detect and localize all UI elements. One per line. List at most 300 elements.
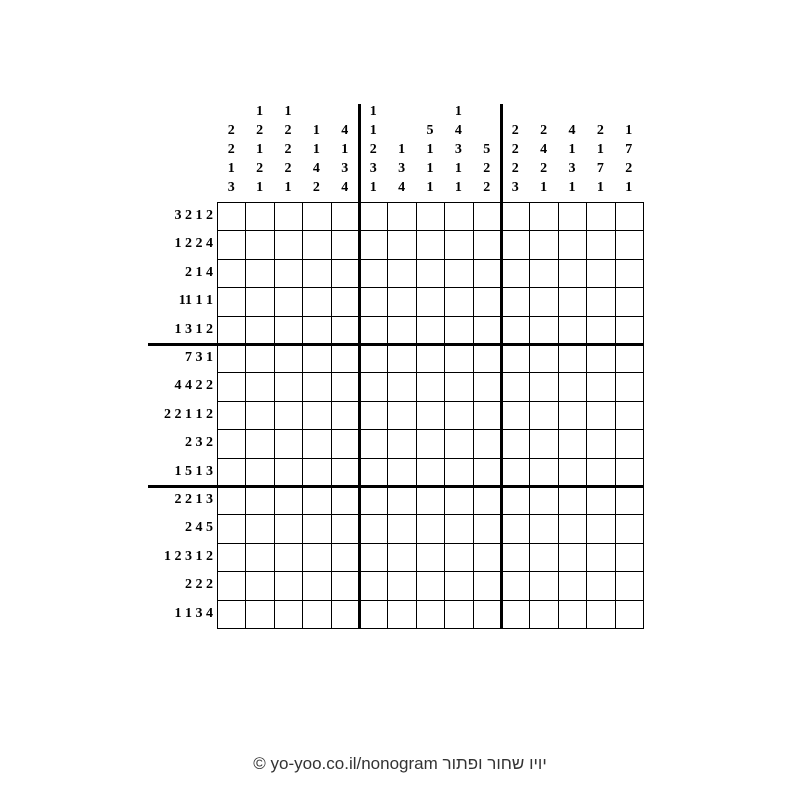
grid-cell[interactable] (245, 600, 273, 628)
grid-cell[interactable] (359, 287, 387, 315)
grid-cell[interactable] (302, 543, 330, 571)
grid-line-horizontal (217, 316, 644, 317)
column-clue-number: 1 (454, 161, 462, 176)
grid-cell[interactable] (331, 344, 359, 372)
grid-cell[interactable] (416, 372, 444, 400)
grid-cell[interactable] (501, 543, 529, 571)
grid-cell[interactable] (529, 259, 557, 287)
grid-cell[interactable] (558, 316, 586, 344)
grid-cell[interactable] (302, 600, 330, 628)
grid-cell[interactable] (245, 344, 273, 372)
grid-cell[interactable] (387, 514, 415, 542)
grid-cell[interactable] (217, 429, 245, 457)
grid-cell[interactable] (615, 230, 643, 258)
column-clue-number: 1 (426, 180, 434, 195)
grid-line-horizontal (217, 230, 644, 231)
grid-cell[interactable] (558, 514, 586, 542)
grid-cell[interactable] (245, 429, 273, 457)
grid-cell[interactable] (274, 316, 302, 344)
grid-cell[interactable] (331, 486, 359, 514)
grid-cell[interactable] (217, 230, 245, 258)
grid-cell[interactable] (331, 543, 359, 571)
grid-cell[interactable] (416, 571, 444, 599)
grid-cell[interactable] (529, 571, 557, 599)
grid-cell[interactable] (529, 543, 557, 571)
column-clue-number: 4 (568, 123, 576, 138)
grid-cell[interactable] (245, 259, 273, 287)
grid-cell[interactable] (558, 259, 586, 287)
grid-cell[interactable] (387, 543, 415, 571)
column-clue-number: 3 (568, 161, 576, 176)
grid-cell[interactable] (529, 458, 557, 486)
grid-cell[interactable] (331, 401, 359, 429)
grid-cell[interactable] (331, 429, 359, 457)
column-clue-number: 5 (426, 123, 434, 138)
grid-cell[interactable] (245, 514, 273, 542)
grid-cell[interactable] (387, 401, 415, 429)
grid-cell[interactable] (217, 458, 245, 486)
grid-cell[interactable] (416, 401, 444, 429)
grid-cell[interactable] (245, 372, 273, 400)
grid-cell[interactable] (615, 372, 643, 400)
grid-cell[interactable] (217, 571, 245, 599)
grid-cell[interactable] (501, 600, 529, 628)
grid-cell[interactable] (473, 316, 501, 344)
column-clue-number: 2 (540, 123, 548, 138)
row-clue: 2 1 4 (185, 264, 213, 280)
grid-cell[interactable] (245, 287, 273, 315)
grid-line-horizontal (217, 543, 644, 544)
grid-cell[interactable] (302, 514, 330, 542)
grid-cell[interactable] (586, 202, 614, 230)
grid-cell[interactable] (501, 429, 529, 457)
column-clue-number: 4 (341, 123, 349, 138)
column-clue-number: 2 (596, 123, 604, 138)
column-clue-number: 3 (227, 180, 235, 195)
grid-cell[interactable] (558, 543, 586, 571)
grid-cell[interactable] (473, 401, 501, 429)
grid-cell[interactable] (359, 372, 387, 400)
grid-line-horizontal (217, 401, 644, 402)
grid-cell[interactable] (558, 571, 586, 599)
column-clue-number: 1 (369, 104, 377, 119)
grid-cell[interactable] (302, 316, 330, 344)
column-clue-number: 4 (540, 142, 548, 157)
grid-cell[interactable] (586, 429, 614, 457)
grid-cell[interactable] (302, 230, 330, 258)
grid-cell[interactable] (444, 543, 472, 571)
grid-cell[interactable] (387, 372, 415, 400)
grid-cell[interactable] (217, 401, 245, 429)
grid-cell[interactable] (615, 458, 643, 486)
grid-cell[interactable] (444, 230, 472, 258)
column-clue-number: 1 (256, 104, 264, 119)
grid-cell[interactable] (615, 429, 643, 457)
grid-cell[interactable] (331, 316, 359, 344)
column-clue-number: 2 (256, 123, 264, 138)
grid-cell[interactable] (416, 230, 444, 258)
grid-cell[interactable] (615, 202, 643, 230)
grid-cell[interactable] (529, 316, 557, 344)
column-clue-number: 2 (227, 142, 235, 157)
grid-cell[interactable] (387, 202, 415, 230)
grid-cell[interactable] (444, 287, 472, 315)
column-clue-number: 1 (312, 142, 320, 157)
grid-cell[interactable] (331, 372, 359, 400)
grid-cell[interactable] (473, 202, 501, 230)
grid-cell[interactable] (586, 316, 614, 344)
column-clue-number: 1 (454, 104, 462, 119)
grid-cell[interactable] (217, 372, 245, 400)
grid-cell[interactable] (359, 458, 387, 486)
grid-line-horizontal (217, 202, 644, 203)
grid-line-vertical (274, 202, 275, 629)
grid-cell[interactable] (586, 571, 614, 599)
grid-cell[interactable] (217, 543, 245, 571)
grid-cell[interactable] (387, 571, 415, 599)
grid-cell[interactable] (217, 287, 245, 315)
grid-cell[interactable] (444, 401, 472, 429)
grid-cell[interactable] (416, 429, 444, 457)
grid-cell[interactable] (302, 372, 330, 400)
grid-cell[interactable] (302, 458, 330, 486)
column-clue-number: 4 (341, 180, 349, 195)
grid-line-vertical (416, 202, 417, 629)
grid-cell[interactable] (473, 486, 501, 514)
grid-cell[interactable] (615, 514, 643, 542)
grid-line-horizontal (217, 429, 644, 430)
grid-cell[interactable] (416, 259, 444, 287)
grid-line-horizontal (217, 571, 644, 572)
grid-line-thick-horizontal (148, 485, 644, 488)
grid-cell[interactable] (473, 600, 501, 628)
grid-cell[interactable] (558, 401, 586, 429)
row-clue: 2 2 2 (185, 577, 213, 593)
column-clue-number: 7 (596, 161, 604, 176)
grid-cell[interactable] (586, 344, 614, 372)
grid-cell[interactable] (529, 600, 557, 628)
grid-cell[interactable] (501, 287, 529, 315)
grid-cell[interactable] (245, 486, 273, 514)
row-clue: 1 2 2 4 (174, 236, 213, 252)
grid-cell[interactable] (473, 571, 501, 599)
row-clue: 4 4 2 2 (174, 378, 213, 394)
grid-cell[interactable] (416, 600, 444, 628)
column-clue-number: 3 (341, 161, 349, 176)
column-clue-number: 2 (483, 180, 491, 195)
grid-cell[interactable] (387, 344, 415, 372)
grid-line-vertical (558, 202, 559, 629)
grid-cell[interactable] (274, 543, 302, 571)
grid-cell[interactable] (359, 429, 387, 457)
grid-cell[interactable] (331, 458, 359, 486)
grid-line-vertical (245, 202, 246, 629)
grid-cell[interactable] (444, 514, 472, 542)
grid-cell[interactable] (558, 486, 586, 514)
grid-cell[interactable] (387, 230, 415, 258)
footer-credit: © yo-yoo.co.il/nonogram יויו שחור ופתור (253, 754, 547, 773)
grid-line-vertical (473, 202, 474, 629)
grid-cell[interactable] (359, 600, 387, 628)
grid-cell[interactable] (501, 202, 529, 230)
grid-cell[interactable] (558, 344, 586, 372)
grid-cell[interactable] (444, 458, 472, 486)
grid-cell[interactable] (359, 543, 387, 571)
grid-line-vertical (444, 202, 445, 629)
grid-cell[interactable] (473, 372, 501, 400)
grid-cell[interactable] (586, 287, 614, 315)
grid-cell[interactable] (529, 287, 557, 315)
grid-cell[interactable] (274, 202, 302, 230)
grid-cell[interactable] (274, 344, 302, 372)
grid-cell[interactable] (274, 372, 302, 400)
grid-line-vertical (586, 202, 587, 629)
grid-cell[interactable] (529, 486, 557, 514)
grid-cell[interactable] (586, 543, 614, 571)
grid-cell[interactable] (217, 202, 245, 230)
grid-cell[interactable] (444, 429, 472, 457)
grid-cell[interactable] (331, 259, 359, 287)
grid-cell[interactable] (302, 202, 330, 230)
grid-cell[interactable] (473, 287, 501, 315)
grid-cell[interactable] (416, 344, 444, 372)
grid-cell[interactable] (387, 600, 415, 628)
column-clue-number: 1 (426, 161, 434, 176)
grid-cell[interactable] (302, 429, 330, 457)
grid-cell[interactable] (615, 287, 643, 315)
grid-cell[interactable] (529, 202, 557, 230)
grid-cell[interactable] (444, 259, 472, 287)
grid-cell[interactable] (501, 401, 529, 429)
grid-cell[interactable] (359, 259, 387, 287)
grid-line-horizontal (217, 600, 644, 601)
grid-cell[interactable] (444, 202, 472, 230)
grid-cell[interactable] (529, 401, 557, 429)
grid-cell[interactable] (331, 202, 359, 230)
grid-cell[interactable] (615, 571, 643, 599)
grid-cell[interactable] (501, 230, 529, 258)
grid-cell[interactable] (473, 458, 501, 486)
grid-cell[interactable] (501, 316, 529, 344)
column-clue-number: 2 (369, 142, 377, 157)
grid-cell[interactable] (274, 571, 302, 599)
grid-cell[interactable] (302, 401, 330, 429)
grid-cell[interactable] (416, 316, 444, 344)
grid-cell[interactable] (331, 571, 359, 599)
grid-cell[interactable] (302, 486, 330, 514)
grid-cell[interactable] (217, 514, 245, 542)
grid-cell[interactable] (416, 486, 444, 514)
grid-cell[interactable] (274, 600, 302, 628)
row-clue: 3 2 1 2 (174, 208, 213, 223)
grid-cell[interactable] (586, 372, 614, 400)
column-clue-number: 2 (511, 123, 519, 138)
column-clue-number: 1 (369, 180, 377, 195)
column-clue-number: 1 (596, 180, 604, 195)
grid-line-vertical (615, 202, 616, 629)
grid-cell[interactable] (558, 600, 586, 628)
grid-cell[interactable] (586, 600, 614, 628)
grid-cell[interactable] (615, 344, 643, 372)
grid-cell[interactable] (444, 344, 472, 372)
row-clue: 1 5 1 3 (174, 463, 213, 479)
column-clue-number: 4 (454, 123, 462, 138)
grid-cell[interactable] (359, 486, 387, 514)
grid-cell[interactable] (245, 401, 273, 429)
column-clue-number: 2 (312, 180, 320, 195)
column-clue-number: 1 (568, 180, 576, 195)
grid-cell[interactable] (217, 486, 245, 514)
grid-cell[interactable] (615, 543, 643, 571)
grid-cell[interactable] (529, 344, 557, 372)
grid-cell[interactable] (387, 259, 415, 287)
grid-cell[interactable] (586, 401, 614, 429)
column-clue-number: 1 (256, 142, 264, 157)
grid-cell[interactable] (217, 600, 245, 628)
grid-cell[interactable] (529, 514, 557, 542)
grid-line-vertical (302, 202, 303, 629)
grid-cell[interactable] (387, 429, 415, 457)
grid-cell[interactable] (501, 458, 529, 486)
grid-cell[interactable] (473, 543, 501, 571)
grid-cell[interactable] (615, 486, 643, 514)
grid-cell[interactable] (217, 259, 245, 287)
grid-cell[interactable] (558, 372, 586, 400)
column-clue-number: 1 (454, 180, 462, 195)
grid-cell[interactable] (558, 429, 586, 457)
column-clue-number: 1 (596, 142, 604, 157)
grid-cell[interactable] (217, 344, 245, 372)
grid-cell[interactable] (245, 202, 273, 230)
grid-cell[interactable] (473, 344, 501, 372)
grid-line-vertical (331, 202, 332, 629)
grid-cell[interactable] (274, 486, 302, 514)
grid-cell[interactable] (501, 344, 529, 372)
grid-cell[interactable] (331, 230, 359, 258)
grid-cell[interactable] (558, 230, 586, 258)
grid-cell[interactable] (501, 259, 529, 287)
grid-cell[interactable] (501, 514, 529, 542)
grid-cell[interactable] (302, 571, 330, 599)
grid-cell[interactable] (387, 486, 415, 514)
grid-cell[interactable] (473, 514, 501, 542)
grid-cell[interactable] (586, 230, 614, 258)
grid-cell[interactable] (444, 372, 472, 400)
column-clue-number: 1 (540, 180, 548, 195)
grid-cell[interactable] (274, 259, 302, 287)
grid-cell[interactable] (416, 287, 444, 315)
grid-line-vertical (643, 202, 644, 629)
grid-cell[interactable] (501, 486, 529, 514)
grid-cell[interactable] (558, 287, 586, 315)
grid-cell[interactable] (615, 259, 643, 287)
column-clue-number: 1 (227, 161, 235, 176)
grid-cell[interactable] (359, 571, 387, 599)
grid-cell[interactable] (586, 458, 614, 486)
grid-cell[interactable] (359, 202, 387, 230)
grid-cell[interactable] (359, 316, 387, 344)
grid-cell[interactable] (615, 401, 643, 429)
grid-cell[interactable] (274, 230, 302, 258)
grid-cell[interactable] (444, 316, 472, 344)
grid-cell[interactable] (558, 458, 586, 486)
grid-cell[interactable] (274, 514, 302, 542)
column-clue-number: 1 (284, 180, 292, 195)
grid-cell[interactable] (473, 429, 501, 457)
grid-cell[interactable] (302, 259, 330, 287)
grid-cell[interactable] (274, 458, 302, 486)
grid-cell[interactable] (245, 458, 273, 486)
grid-cell[interactable] (359, 230, 387, 258)
grid-cell[interactable] (245, 571, 273, 599)
grid-cell[interactable] (586, 259, 614, 287)
grid-cell[interactable] (615, 316, 643, 344)
grid-cell[interactable] (444, 486, 472, 514)
grid-line-vertical (387, 202, 388, 629)
column-clue-number: 4 (312, 161, 320, 176)
grid-cell[interactable] (501, 571, 529, 599)
grid-cell[interactable] (302, 287, 330, 315)
grid-cell[interactable] (274, 287, 302, 315)
grid-cell[interactable] (416, 458, 444, 486)
grid-cell[interactable] (444, 600, 472, 628)
grid-cell[interactable] (245, 316, 273, 344)
grid-cell[interactable] (529, 429, 557, 457)
column-clue-number: 7 (625, 142, 633, 157)
grid-cell[interactable] (416, 514, 444, 542)
grid-cell[interactable] (331, 600, 359, 628)
grid-cell[interactable] (217, 316, 245, 344)
grid-cell[interactable] (444, 571, 472, 599)
grid-cell[interactable] (529, 230, 557, 258)
grid-cell[interactable] (331, 514, 359, 542)
column-clue-number: 2 (483, 161, 491, 176)
column-clue-number: 4 (398, 180, 406, 195)
grid-cell[interactable] (473, 230, 501, 258)
grid-line-horizontal (217, 514, 644, 515)
grid-cell[interactable] (245, 230, 273, 258)
grid-cell[interactable] (387, 316, 415, 344)
grid-cell[interactable] (387, 287, 415, 315)
grid-cell[interactable] (558, 202, 586, 230)
row-clue: 1 1 3 4 (174, 605, 213, 621)
grid-cell[interactable] (586, 486, 614, 514)
grid-cell[interactable] (416, 202, 444, 230)
column-clue-number: 2 (625, 161, 633, 176)
column-clue-number: 1 (341, 142, 349, 157)
grid-line-horizontal (217, 259, 644, 260)
grid-line-vertical (529, 202, 530, 629)
row-clue: 7 3 1 (185, 350, 213, 365)
grid-cell[interactable] (274, 401, 302, 429)
grid-cell[interactable] (529, 372, 557, 400)
grid-cell[interactable] (473, 259, 501, 287)
grid-cell[interactable] (245, 543, 273, 571)
column-clue-number: 1 (426, 142, 434, 157)
grid-cell[interactable] (359, 401, 387, 429)
column-clue-number: 2 (284, 123, 292, 138)
grid-cell[interactable] (359, 514, 387, 542)
grid-cell[interactable] (387, 458, 415, 486)
grid-cell[interactable] (359, 344, 387, 372)
grid-cell[interactable] (331, 287, 359, 315)
grid-cell[interactable] (302, 344, 330, 372)
grid-cell[interactable] (274, 429, 302, 457)
grid-cell[interactable] (586, 514, 614, 542)
grid-cell[interactable] (615, 600, 643, 628)
grid-cell[interactable] (416, 543, 444, 571)
grid-cell[interactable] (501, 372, 529, 400)
